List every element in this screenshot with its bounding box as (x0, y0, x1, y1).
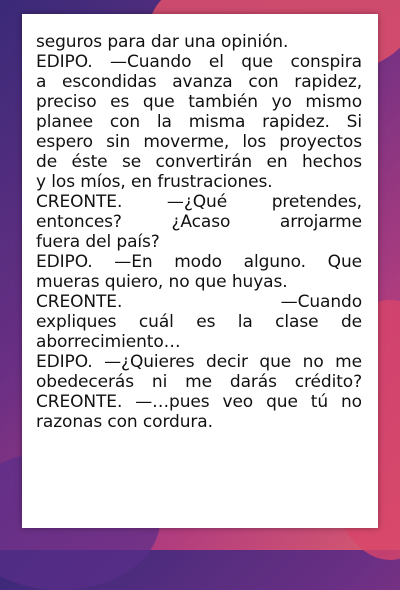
text-line: planee con la misma rapidez. Si (36, 112, 362, 132)
document-page (22, 14, 378, 528)
text-line: obedecerás ni me darás crédito? (36, 372, 362, 392)
text-line: a escondidas avanza con rapidez, (36, 72, 362, 92)
text-line: razonas con cordura. (36, 412, 213, 432)
text-line: espero sin moverme, los proyectos (36, 132, 362, 152)
text-line: fuera del país? (36, 232, 160, 252)
text-line: mueras quiero, no que huyas. (36, 272, 288, 292)
text-line: CREONTE. —Cuando (36, 292, 362, 312)
text-line: CREONTE. —…pues veo que tú no (36, 392, 362, 412)
text-line: EDIPO. —En modo alguno. Que (36, 252, 362, 272)
text-line: CREONTE. —¿Qué pretendes, (36, 192, 362, 212)
text-line: EDIPO. —Cuando el que conspira (36, 52, 362, 72)
text-line: y los míos, en frustraciones. (36, 172, 273, 192)
text-line: de éste se convertirán en hechos (36, 152, 362, 172)
text-line: aborrecimiento… (36, 332, 181, 352)
text-line: entonces? ¿Acaso arrojarme (36, 212, 362, 232)
text-line: EDIPO. —¿Quieres decir que no me (36, 352, 362, 372)
text-line: expliques cuál es la clase de (36, 312, 362, 332)
text-line: seguros para dar una opinión. (36, 32, 289, 52)
text-line: preciso es que también yo mismo (36, 92, 362, 112)
